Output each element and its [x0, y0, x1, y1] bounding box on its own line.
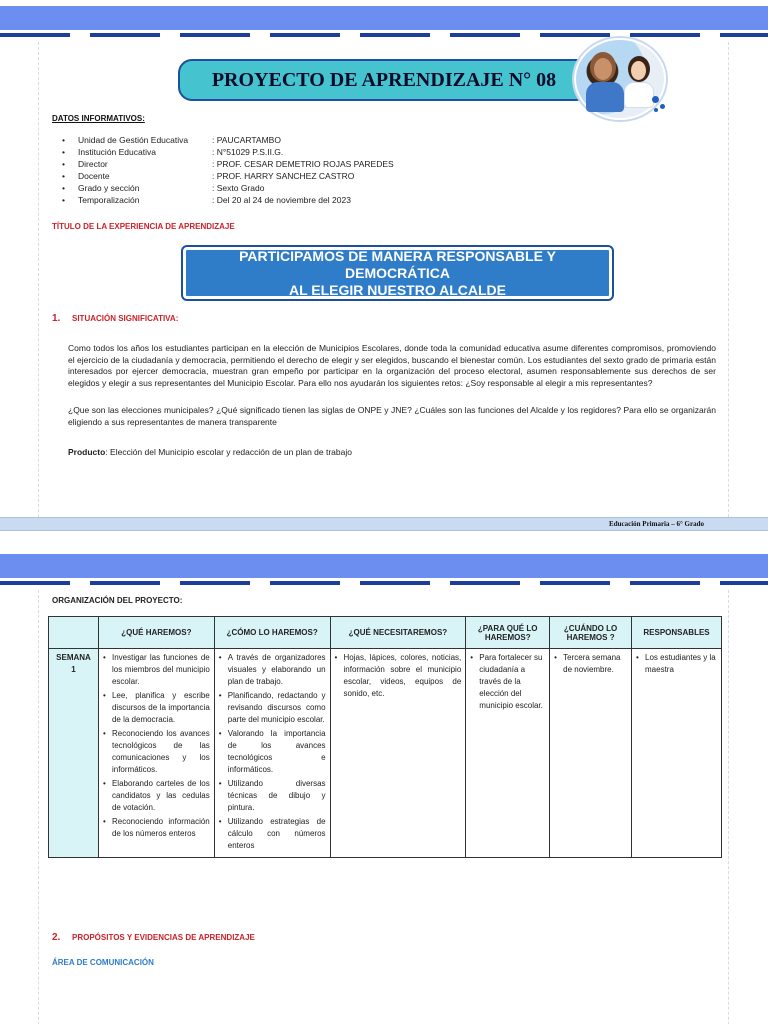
info-item: • Unidad de Gestión Educativa : PAUCARTAMBO — [62, 134, 522, 146]
list-item: • Planificando, redactando y revisando discursos como parte del municipio escolar. — [219, 690, 326, 726]
cuando-cell — [550, 649, 632, 858]
list-item: • Lee, planifica y escribe discursos de la importancia de la democracia. — [103, 690, 210, 726]
list-item: • A través de organizadores visuales y elaborando un plan de trabajo. — [219, 652, 326, 688]
producto-text: : Elección del Municipio escolar y redacción de un plan de trabajo — [105, 447, 352, 457]
organizacion-table — [48, 616, 722, 858]
header-band — [0, 554, 768, 578]
info-value: : Del 20 al 24 de noviembre del 2023 — [212, 195, 351, 205]
list-item: • Para fortalecer su ciudadanía a través de la elección del municipio escolar. — [470, 652, 545, 712]
section-title: PROPÓSITOS Y EVIDENCIAS DE APRENDIZAJE — [72, 933, 255, 942]
info-label: Unidad de Gestión Educativa — [78, 135, 189, 145]
situacion-paragraph-1: Como todos los años los estudiantes participan en la elección de Municipios Escolares, donde toda la comunidad educativa asume diferentes compromisos, promoviendo el ejercicio de la ciudadanía y democracia, permitiendo el derecho de elegir y ser elegidos, buscando el bienestar común. Los estudiantes del sexto grado de primaria están interesados por ejercer democracia, muestran gran empeño por participar en la organización del proceso electoral, asumen responsablemente sus derechos de ser elegidos y elegir a sus representantes del Municipio Escolar. Para ello nos ayudarán los siguientes retos: ¿Soy responsable al elegir a mis representantes? — [68, 343, 716, 388]
necesitaremos-cell — [330, 649, 466, 858]
experiencia-title-banner — [183, 247, 612, 299]
table-header-responsables: RESPONSABLES — [632, 617, 722, 649]
info-item: • Director : PROF. CESAR DEMETRIO ROJAS PAREDES — [62, 158, 522, 170]
footer-text: Educación Primaria – 6° Grado — [609, 520, 704, 528]
info-value: : N°51029 P.S.II.G. — [212, 147, 284, 157]
info-label: Docente — [78, 171, 110, 181]
decor-dot — [660, 104, 665, 109]
margin-guide-left — [38, 42, 39, 522]
info-item: • Institución Educativa : N°51029 P.S.II.G. — [62, 146, 522, 158]
margin-guide-right — [728, 590, 729, 1024]
para-que-cell — [466, 649, 550, 858]
decor-dot — [652, 96, 659, 103]
organizacion-heading: ORGANIZACIÓN DEL PROYECTO: — [52, 596, 183, 605]
table-header-para-que: ¿PARA QUÉ LO HAREMOS? — [466, 617, 550, 649]
info-value: : PROF. CESAR DEMETRIO ROJAS PAREDES — [212, 159, 394, 169]
info-label: Grado y sección — [78, 183, 140, 193]
page-footer — [0, 517, 768, 531]
student-girl-shirt — [624, 82, 654, 108]
margin-guide-left — [38, 590, 39, 1024]
que-haremos-cell — [98, 649, 214, 858]
project-title: PROYECTO DE APRENDIZAJE N° 08 — [211, 68, 557, 91]
datos-informativos-list — [62, 134, 522, 206]
table-row — [49, 649, 722, 858]
header-dash-line — [0, 581, 768, 585]
list-item: • Investigar las funciones de los miembros del municipio escolar. — [103, 652, 210, 688]
list-item: • Reconociendo los avances tecnológicos de las comunicaciones y los informáticos. — [103, 728, 210, 776]
propositos-heading — [52, 932, 255, 943]
margin-guide-right — [728, 42, 729, 522]
table-header-como: ¿CÓMO LO HAREMOS? — [214, 617, 330, 649]
page-separator — [0, 532, 768, 548]
list-item: • Reconociendo información de los números enteros — [103, 816, 210, 840]
info-value: : PROF. HARRY SANCHEZ CASTRO — [212, 171, 355, 181]
table-header-necesitaremos: ¿QUÉ NECESITAREMOS? — [330, 617, 466, 649]
list-item: • Elaborando carteles de los candidatos y las cedulas de votación. — [103, 778, 210, 814]
semana-cell: SEMANA 1 — [49, 649, 99, 858]
experiencia-title-line-1: PARTICIPAMOS DE MANERA RESPONSABLE Y DEMOCRÁTICA — [239, 247, 556, 281]
document-page-2 — [0, 548, 768, 1024]
info-item: • Grado y sección : Sexto Grado — [62, 182, 522, 194]
student-boy-shirt — [586, 82, 624, 112]
table-header-que: ¿QUÉ HAREMOS? — [98, 617, 214, 649]
info-value: : PAUCARTAMBO — [212, 135, 281, 145]
experiencia-title-line-2: AL ELEGIR NUESTRO ALCALDE — [288, 281, 506, 298]
info-item: • Docente : PROF. HARRY SANCHEZ CASTRO — [62, 170, 522, 182]
producto-label: Producto — [68, 447, 106, 457]
titulo-experiencia-heading: TÍTULO DE LA EXPERIENCIA DE APRENDIZAJE — [52, 222, 235, 231]
datos-informativos-heading: DATOS INFORMATIVOS: — [52, 114, 145, 123]
area-comunicacion-heading: ÁREA DE COMUNICACIÓN — [52, 958, 154, 967]
info-label: Director — [78, 159, 108, 169]
project-title-banner — [178, 59, 590, 101]
info-label: Institución Educativa — [78, 147, 156, 157]
table-header-row — [49, 617, 722, 649]
list-item: • Utilizando estrategias de cálculo con números enteros — [219, 816, 326, 852]
list-item: • Valorando la importancia de los avances tecnológicos e informáticos. — [219, 728, 326, 776]
student-girl-face — [631, 61, 646, 80]
header-band — [0, 6, 768, 30]
student-boy-face — [594, 58, 612, 80]
como-haremos-cell — [214, 649, 330, 858]
section-number: 1. — [52, 313, 61, 324]
section-number: 2. — [52, 932, 61, 943]
list-item: • Tercera semana de noviembre. — [554, 652, 627, 676]
info-value: : Sexto Grado — [212, 183, 265, 193]
responsables-cell — [632, 649, 722, 858]
table-header-empty — [49, 617, 99, 649]
section-title: SITUACIÓN SIGNIFICATIVA: — [72, 314, 179, 323]
situacion-paragraph-2: ¿Que son las elecciones municipales? ¿Qué significado tienen las siglas de ONPE y JNE? ¿Cuáles son las funciones del Alcalde y los regidores? Para ello se organizarán eligiendo a sus representantes de manera transparente — [68, 405, 716, 427]
situacion-significativa-heading — [52, 313, 178, 324]
header-dash-line — [0, 33, 768, 37]
list-item: • Utilizando diversas técnicas de dibujo y pintura. — [219, 778, 326, 814]
info-label: Temporalización — [78, 195, 140, 205]
table-header-cuando: ¿CUÁNDO LO HAREMOS ? — [550, 617, 632, 649]
decor-dot — [654, 108, 658, 112]
list-item: • Hojas, lápices, colores, noticias, información sobre el municipio escolar, videos, equipos de sonido, etc. — [335, 652, 462, 700]
producto-line — [68, 447, 352, 457]
info-item: • Temporalización : Del 20 al 24 de noviembre del 2023 — [62, 194, 522, 206]
list-item: • Los estudiantes y la maestra — [636, 652, 717, 676]
